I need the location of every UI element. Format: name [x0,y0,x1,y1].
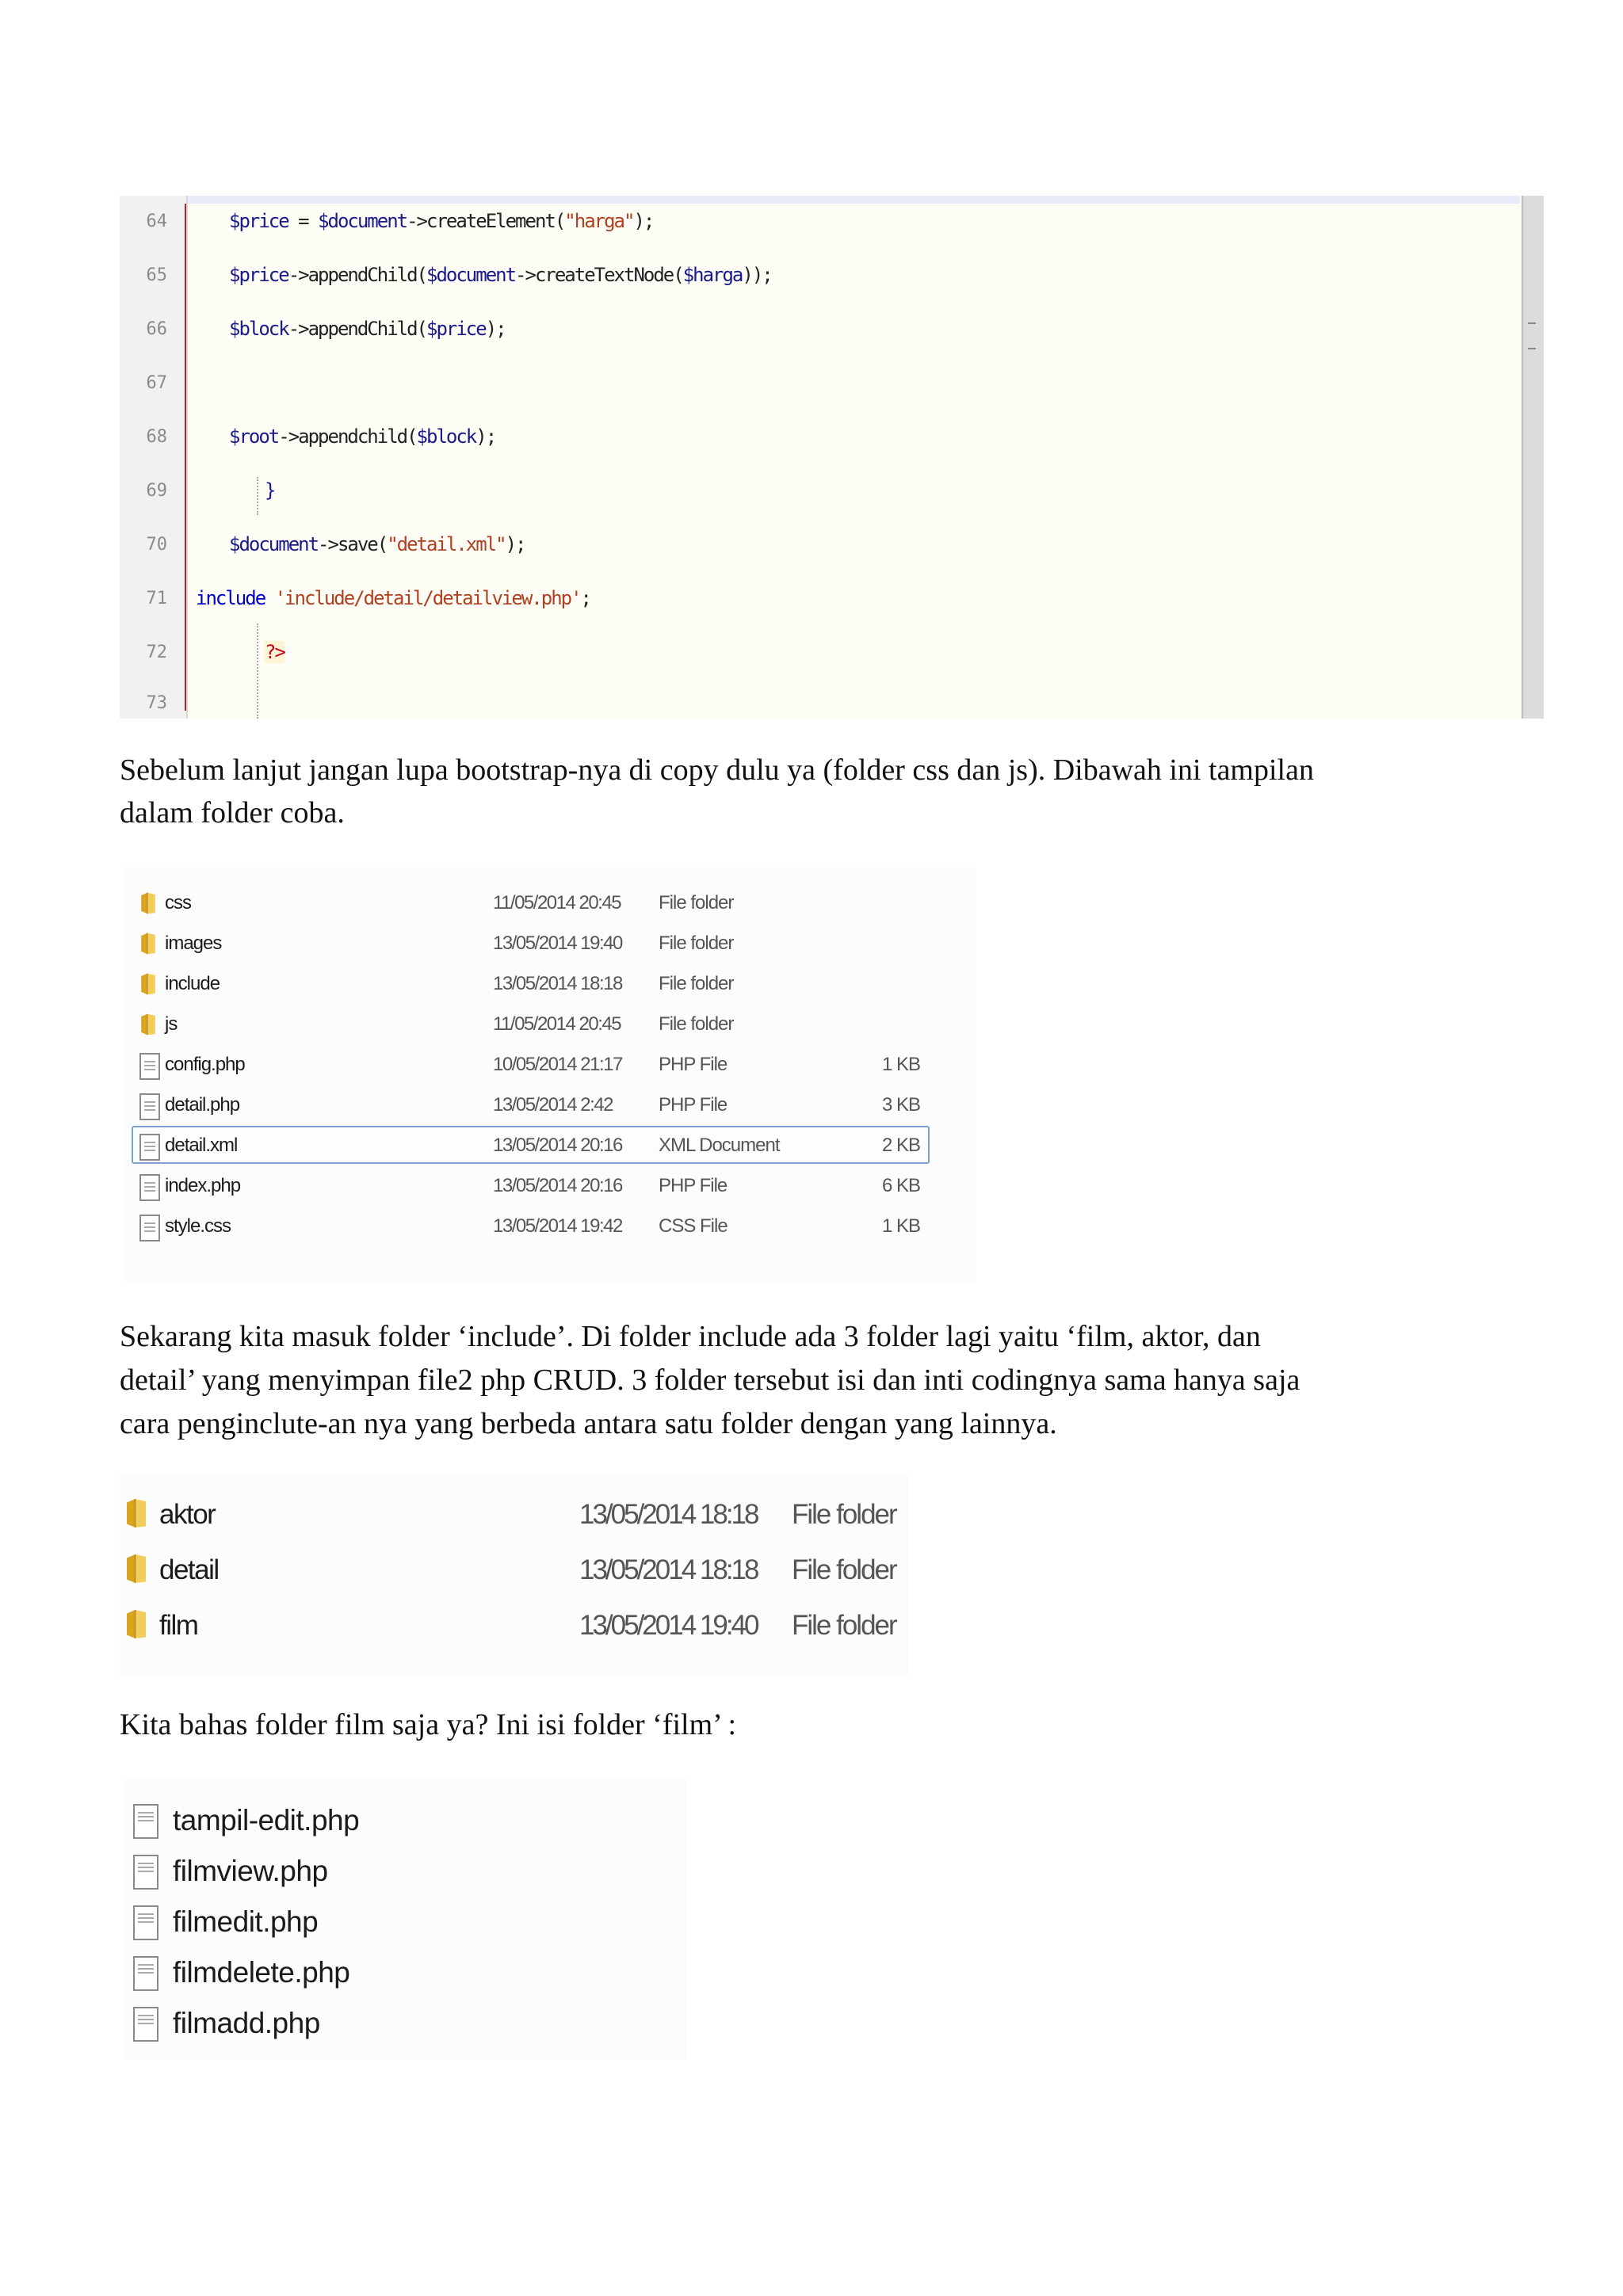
code-token: ->appendchild( [278,425,417,448]
folder-date: 13/05/2014 18:18 [579,1499,758,1530]
file-name: filmview.php [173,1855,328,1887]
code-line [229,425,495,448]
folder-date: 13/05/2014 18:18 [579,1554,758,1585]
file-name: tampil-edit.php [173,1804,360,1836]
file-type: File folder [659,892,734,913]
code-token: = [288,210,319,232]
line-number: 68 [146,427,167,447]
code-token: $root [229,425,279,448]
file-date: 13/05/2014 20:16 [493,1135,622,1156]
editor-top-bar [186,196,1520,204]
code-token: ->createElement( [407,210,565,232]
php-file-icon [139,1174,160,1201]
file-date: 11/05/2014 20:45 [493,1013,621,1035]
code-token: $price [426,318,486,340]
folder-name: detail [159,1554,219,1585]
file-size: 1 KB [881,1054,920,1075]
file-type: XML Document [659,1135,780,1156]
file-date: 13/05/2014 20:16 [493,1175,622,1196]
code-token: $document [426,264,516,286]
php-file-row[interactable] [124,2004,686,2043]
file-type: PHP File [659,1094,727,1116]
file-name: css [165,892,191,913]
php-file-icon [133,1855,158,1890]
code-token: ); [485,318,506,340]
code-token: "detail.xml" [387,533,506,555]
indent-guide [257,624,258,719]
file-name: images [165,933,222,954]
code-token: $block [229,318,288,340]
file-date: 11/05/2014 20:45 [493,892,621,913]
paragraph-line: Sebelum lanjut jangan lupa bootstrap-nya di copy dulu ya (folder css dan js). Dibawah ini tampilan [120,753,1314,787]
code-token: ); [475,425,496,448]
file-row[interactable] [124,1208,976,1243]
php-file-row[interactable] [124,1852,686,1891]
code-line [229,533,525,555]
file-name: filmdelete.php [173,1956,350,1989]
paragraph-line: cara penginclute-an nya yang berbeda antara satu folder dengan yang lainnya. [120,1407,1057,1440]
php-file-icon [133,1956,158,1991]
file-row[interactable] [124,925,976,960]
line-number: 71 [146,589,167,608]
code-token: ->createTextNode( [515,264,683,286]
code-token: 'include/detail/detailview.php' [274,587,581,609]
file-name: config.php [165,1054,245,1075]
line-number: 66 [146,319,167,339]
file-date: 13/05/2014 19:40 [493,933,622,954]
folder-icon [124,1550,148,1588]
file-type: File folder [659,1013,734,1035]
folder-row[interactable] [120,1489,908,1537]
editor-scrollbar[interactable] [1522,196,1544,719]
indent-guide [257,477,258,515]
folder-icon [139,930,157,957]
file-name: detail.xml [165,1135,238,1156]
xml-file-icon [139,1134,160,1161]
file-name: index.php [165,1175,241,1196]
folder-name: film [159,1610,198,1641]
php-file-row[interactable] [124,1953,686,1993]
code-token: $document [318,210,407,232]
file-name: filmedit.php [173,1905,319,1938]
scrollbar-thumb[interactable] [1528,322,1536,349]
coba-folder-listing [124,868,976,1283]
php-file-icon [139,1053,160,1080]
folder-type: File folder [792,1499,896,1530]
code-token: ); [633,210,654,232]
folder-type: File folder [792,1610,896,1641]
file-type: CSS File [659,1215,727,1237]
folder-type: File folder [792,1554,896,1585]
code-token: ; [580,587,590,609]
php-file-row[interactable] [124,1801,686,1840]
code-token: "harga" [564,210,634,232]
file-type: File folder [659,973,734,994]
film-folder-listing [124,1779,686,2060]
file-name: filmadd.php [173,2007,320,2039]
fold-marker-line [185,204,186,711]
code-token: )); [742,264,772,286]
line-number: 72 [146,643,167,662]
file-row[interactable] [124,1047,976,1081]
code-token: ->appendChild( [288,264,426,286]
folder-icon [124,1494,148,1532]
file-row[interactable] [124,885,976,920]
code-token: $price [229,210,288,232]
file-row[interactable] [124,966,976,1001]
paragraph-line: detail’ yang menyimpan file2 php CRUD. 3 folder tersebut isi dan inti codingnya sama hanya saja [120,1363,1300,1397]
code-token: ?> [265,641,285,663]
php-file-icon [133,1804,158,1839]
line-number: 64 [146,212,167,231]
code-token: $price [229,264,288,286]
code-token: ); [505,533,525,555]
folder-name: aktor [159,1499,216,1530]
file-row[interactable] [124,1006,976,1041]
php-file-icon [139,1093,160,1120]
file-row[interactable] [124,1087,976,1122]
file-size: 1 KB [881,1215,920,1237]
line-number: 65 [146,265,167,285]
folder-row[interactable] [120,1600,908,1648]
code-token: $harga [682,264,743,286]
code-line [229,264,772,286]
folder-icon [139,971,157,997]
file-type: PHP File [659,1175,727,1196]
file-name: js [165,1013,178,1035]
paragraph-line: Kita bahas folder film saja ya? Ini isi folder ‘film’ : [120,1708,737,1741]
line-number: 70 [146,535,167,555]
file-type: File folder [659,933,734,954]
paragraph-line: Sekarang kita masuk folder ‘include’. Di folder include ada 3 folder lagi yaitu ‘film, aktor, dan [120,1320,1261,1353]
file-type: PHP File [659,1054,727,1075]
file-size: 2 KB [881,1135,920,1156]
code-editor-screenshot [120,196,1544,719]
file-row[interactable] [124,1168,976,1203]
php-file-icon [133,1905,158,1940]
code-token: } [265,479,275,502]
file-row[interactable] [124,1127,976,1162]
folder-row[interactable] [120,1545,908,1592]
line-number: 67 [146,373,167,393]
code-token [265,587,274,609]
file-size: 3 KB [881,1094,920,1116]
code-line [265,641,285,663]
code-line [229,210,653,232]
file-date: 13/05/2014 2:42 [493,1094,613,1116]
file-name: style.css [165,1215,231,1237]
code-line [196,587,590,609]
line-number: 73 [146,693,167,709]
file-name: include [165,973,220,994]
file-date: 13/05/2014 19:42 [493,1215,622,1237]
include-folder-listing [120,1474,908,1676]
code-line [265,479,274,502]
php-file-row[interactable] [124,1902,686,1942]
code-token: ->appendChild( [288,318,426,340]
code-token: $document [229,533,319,555]
code-line [229,318,506,340]
code-token: include [196,587,265,609]
code-token: $block [416,425,476,448]
file-date: 10/05/2014 21:17 [493,1054,622,1075]
css-file-icon [139,1215,160,1241]
folder-icon [139,890,157,917]
folder-icon [124,1605,148,1643]
paragraph-line: dalam folder coba. [120,796,345,830]
folder-date: 13/05/2014 19:40 [579,1610,758,1641]
php-file-icon [133,2007,158,2042]
file-name: detail.php [165,1094,240,1116]
line-number: 69 [146,481,167,501]
code-token: ->save( [318,533,388,555]
file-size: 6 KB [881,1175,920,1196]
file-date: 13/05/2014 18:18 [493,973,622,994]
folder-icon [139,1011,157,1038]
